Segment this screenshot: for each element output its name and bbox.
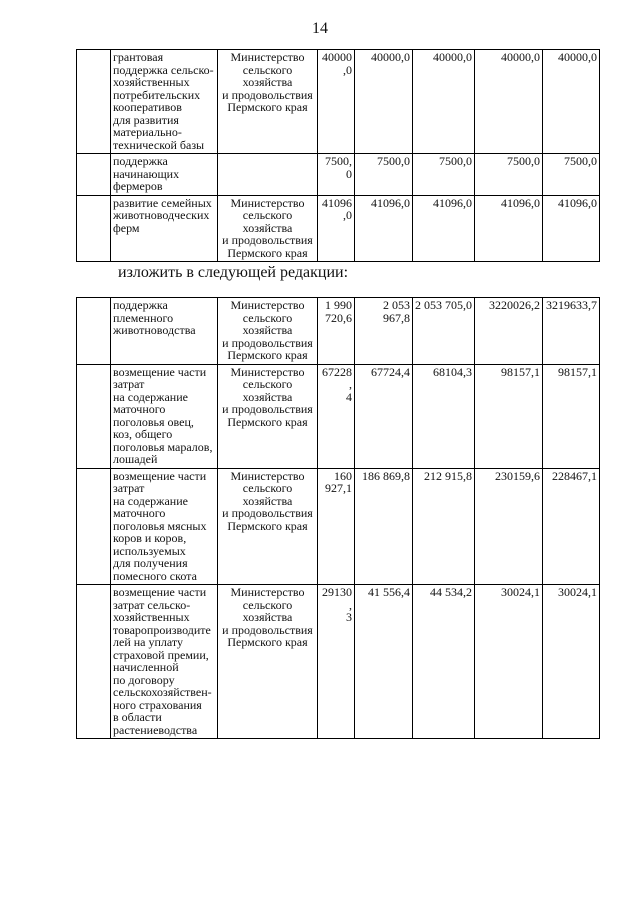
value-cell: 40000,0 bbox=[413, 50, 475, 154]
value-cell: 40000,0 bbox=[475, 50, 543, 154]
table-row bbox=[77, 50, 600, 154]
row-number-cell bbox=[77, 468, 111, 585]
budget-table-current bbox=[76, 49, 600, 262]
amendment-instruction: изложить в следующей редакции: bbox=[118, 264, 349, 281]
value-cell: 41096,0 bbox=[318, 195, 355, 262]
row-number-cell bbox=[77, 364, 111, 468]
measure-name-cell: возмещение части затрат на содержание маточного поголовья овец, коз, общего поголовья маралов, лошадей bbox=[111, 364, 218, 468]
value-cell: 186 869,8 bbox=[355, 468, 413, 585]
value-cell: 30024,1 bbox=[475, 585, 543, 739]
row-number-cell bbox=[77, 585, 111, 739]
value-cell: 98157,1 bbox=[543, 364, 600, 468]
value-cell: 7500,0 bbox=[318, 154, 355, 196]
value-cell: 41096,0 bbox=[355, 195, 413, 262]
executor-cell bbox=[218, 154, 318, 196]
value-cell: 212 915,8 bbox=[413, 468, 475, 585]
measure-name-cell: развитие семейных животноводческих ферм bbox=[111, 195, 218, 262]
value-cell: 7500,0 bbox=[355, 154, 413, 196]
executor-cell: Министерство сельского хозяйства и продовольствия Пермского края bbox=[218, 364, 318, 468]
value-cell: 30024,1 bbox=[543, 585, 600, 739]
executor-cell: Министерство сельского хозяйства и продовольствия Пермского края bbox=[218, 585, 318, 739]
executor-cell: Министерство сельского хозяйства и продовольствия Пермского края bbox=[218, 298, 318, 365]
measure-name-cell: грантовая поддержка сельско- хозяйственных потребительских кооперативов для развития материально- технической базы bbox=[111, 50, 218, 154]
table-row bbox=[77, 154, 600, 196]
row-number-cell bbox=[77, 298, 111, 365]
table-row bbox=[77, 195, 600, 262]
value-cell: 40000,0 bbox=[355, 50, 413, 154]
value-cell: 1 990 720,6 bbox=[318, 298, 355, 365]
table-row bbox=[77, 585, 600, 739]
value-cell: 7500,0 bbox=[543, 154, 600, 196]
value-cell: 230159,6 bbox=[475, 468, 543, 585]
row-number-cell bbox=[77, 195, 111, 262]
value-cell: 40000,0 bbox=[543, 50, 600, 154]
measure-name-cell: поддержка начинающих фермеров bbox=[111, 154, 218, 196]
measure-name-cell: возмещение части затрат сельско- хозяйственных товаропроизводите лей на уплату страховой премии, начисленной по договору сельскохозяйствен- ного страхования в области растениеводства bbox=[111, 585, 218, 739]
value-cell: 98157,1 bbox=[475, 364, 543, 468]
value-cell: 7500,0 bbox=[413, 154, 475, 196]
table-row bbox=[77, 298, 600, 365]
executor-cell: Министерство сельского хозяйства и продовольствия Пермского края bbox=[218, 50, 318, 154]
value-cell: 3219633,7 bbox=[543, 298, 600, 365]
table-row bbox=[77, 364, 600, 468]
value-cell: 160 927,1 bbox=[318, 468, 355, 585]
table-row bbox=[77, 468, 600, 585]
measure-name-cell: поддержка племенного животноводства bbox=[111, 298, 218, 365]
value-cell: 7500,0 bbox=[475, 154, 543, 196]
value-cell: 68104,3 bbox=[413, 364, 475, 468]
value-cell: 67228, 4 bbox=[318, 364, 355, 468]
value-cell: 44 534,2 bbox=[413, 585, 475, 739]
value-cell: 29130, 3 bbox=[318, 585, 355, 739]
measure-name-cell: возмещение части затрат на содержание маточного поголовья мясных коров и коров, используемых для получения помесного скота bbox=[111, 468, 218, 585]
value-cell: 2 053 967,8 bbox=[355, 298, 413, 365]
budget-table-new bbox=[76, 297, 600, 739]
executor-cell: Министерство сельского хозяйства и продовольствия Пермского края bbox=[218, 468, 318, 585]
value-cell: 67724,4 bbox=[355, 364, 413, 468]
value-cell: 228467,1 bbox=[543, 468, 600, 585]
value-cell: 41 556,4 bbox=[355, 585, 413, 739]
row-number-cell bbox=[77, 154, 111, 196]
value-cell: 41096,0 bbox=[543, 195, 600, 262]
executor-cell: Министерство сельского хозяйства и продовольствия Пермского края bbox=[218, 195, 318, 262]
row-number-cell bbox=[77, 50, 111, 154]
value-cell: 41096,0 bbox=[413, 195, 475, 262]
page-number: 14 bbox=[312, 20, 328, 37]
value-cell: 41096,0 bbox=[475, 195, 543, 262]
value-cell: 3220026,2 bbox=[475, 298, 543, 365]
value-cell: 40000,0 bbox=[318, 50, 355, 154]
value-cell: 2 053 705,0 bbox=[413, 298, 475, 365]
